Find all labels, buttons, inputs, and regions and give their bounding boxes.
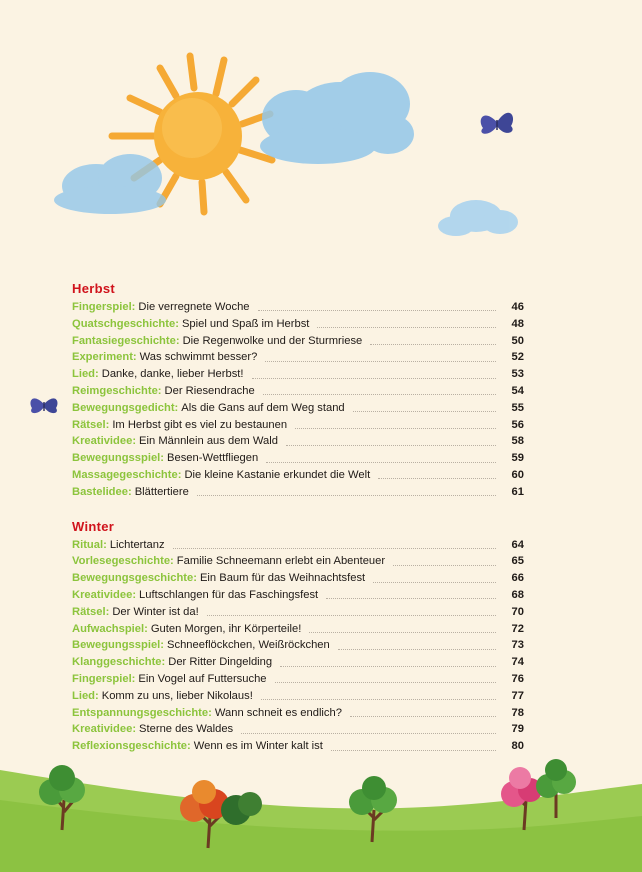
section-winter <box>72 518 524 755</box>
entry-page: 80 <box>511 740 524 753</box>
entry-page: 46 <box>511 301 524 313</box>
entry-title: Der Riesendrache <box>164 384 255 397</box>
entry-category: Bewegungsspiel: <box>72 639 165 652</box>
entry-page: 66 <box>511 572 524 585</box>
entry-page: 50 <box>511 334 524 347</box>
list-item[interactable] <box>72 349 524 366</box>
list-item[interactable] <box>72 671 524 688</box>
dot-leader <box>370 335 496 345</box>
entry-page: 65 <box>511 555 524 568</box>
list-item[interactable] <box>72 366 524 383</box>
dot-leader <box>317 318 496 328</box>
entry-page: 56 <box>511 418 524 431</box>
list-item[interactable] <box>72 299 524 316</box>
entry-title: Der Winter ist da! <box>112 605 199 618</box>
entry-page: 55 <box>511 401 524 414</box>
entry-category: Fingerspiel: <box>72 672 136 685</box>
entry-title: Komm zu uns, lieber Nikolaus! <box>101 689 253 702</box>
entry-title: Im Herbst gibt es viel zu bestaunen <box>112 418 288 431</box>
dot-leader <box>261 690 496 700</box>
list-item[interactable] <box>72 705 524 722</box>
entry-category: Massagegeschichte: <box>72 468 182 481</box>
dot-leader <box>258 301 496 311</box>
entry-category: Lied: <box>72 689 99 702</box>
entry-title: Ein Männlein aus dem Wald <box>139 435 278 448</box>
list-item[interactable] <box>72 467 524 484</box>
entry-category: Kreatividee: <box>72 723 137 736</box>
entry-title: Danke, danke, lieber Herbst! <box>101 368 244 381</box>
entry-title: Wenn es im Winter kalt ist <box>193 740 323 753</box>
entry-category: Kreatividee: <box>72 588 137 601</box>
cloud-icon <box>54 154 166 214</box>
entry-category: Bewegungsgeschichte: <box>72 572 197 585</box>
entry-title: Wann schneit es endlich? <box>214 706 342 719</box>
entry-category: Bastelidee: <box>72 485 132 498</box>
entry-category: Bewegungsspiel: <box>72 452 165 465</box>
entry-page: 74 <box>511 656 524 669</box>
dot-leader <box>326 589 496 599</box>
dot-leader <box>265 352 496 362</box>
entry-title: Besen-Wettfliegen <box>167 452 259 465</box>
entry-category: Aufwachspiel: <box>72 622 148 635</box>
entry-category: Lied: <box>72 368 99 381</box>
entry-page: 77 <box>511 689 524 702</box>
entry-page: 53 <box>511 368 524 381</box>
list-item[interactable] <box>72 433 524 450</box>
entry-title: Blättertiere <box>134 485 189 498</box>
entry-category: Fantasiegeschichte: <box>72 334 180 347</box>
section-title: Herbst <box>72 281 115 296</box>
list-item[interactable] <box>72 570 524 587</box>
section-gap <box>72 501 524 518</box>
dot-leader <box>286 436 496 446</box>
entry-title: Was schwimmt besser? <box>139 351 258 364</box>
entry-page: 68 <box>511 588 524 601</box>
dot-leader <box>295 419 496 429</box>
list-item[interactable] <box>72 637 524 654</box>
entry-category: Bewegungsgedicht: <box>72 401 179 414</box>
entry-title: Schneeflöckchen, Weißröckchen <box>167 639 330 652</box>
entry-page: 73 <box>511 639 524 652</box>
entry-page: 52 <box>511 351 524 364</box>
entry-page: 70 <box>511 605 524 618</box>
entry-page: 76 <box>511 672 524 685</box>
entry-page: 72 <box>511 622 524 635</box>
list-item[interactable] <box>72 587 524 604</box>
entry-page: 59 <box>511 452 524 465</box>
dot-leader <box>280 657 496 667</box>
entry-category: Fingerspiel: <box>72 301 136 313</box>
table-of-contents <box>72 280 524 755</box>
entry-page: 60 <box>511 468 524 481</box>
cloud-icon <box>260 72 414 164</box>
list-item[interactable] <box>72 383 524 400</box>
list-item[interactable] <box>72 721 524 738</box>
entry-page: 64 <box>511 538 524 551</box>
entry-title: Luftschlangen für das Faschingsfest <box>139 588 319 601</box>
dot-leader <box>252 369 496 379</box>
entry-page: 54 <box>511 384 524 397</box>
list-item[interactable] <box>72 450 524 467</box>
dot-leader <box>350 707 496 717</box>
list-item[interactable] <box>72 621 524 638</box>
entry-title: Lichtertanz <box>109 538 165 551</box>
entry-page: 58 <box>511 435 524 448</box>
entry-category: Reflexionsgeschichte: <box>72 740 191 753</box>
entry-category: Vorlesegeschichte: <box>72 555 174 568</box>
dot-leader <box>331 741 496 751</box>
dot-leader <box>309 623 496 633</box>
entry-page: 78 <box>511 706 524 719</box>
list-item[interactable] <box>72 553 524 570</box>
butterfly-icon <box>481 113 513 134</box>
butterfly-icon <box>31 398 58 413</box>
list-item[interactable] <box>72 654 524 671</box>
dot-leader <box>338 640 496 650</box>
entry-title: Ein Baum für das Weihnachtsfest <box>199 572 366 585</box>
cloud-icon <box>438 200 518 236</box>
entry-category: Rätsel: <box>72 418 110 431</box>
list-item[interactable] <box>72 484 524 501</box>
entry-category: Kreatividee: <box>72 435 137 448</box>
dot-leader <box>275 673 496 683</box>
list-item[interactable] <box>72 537 524 554</box>
dot-leader <box>263 385 496 395</box>
entry-category: Reimgeschichte: <box>72 384 162 397</box>
entry-title: Die kleine Kastanie erkundet die Welt <box>184 468 371 481</box>
list-item[interactable] <box>72 688 524 705</box>
entry-page: 79 <box>511 723 524 736</box>
dot-leader <box>266 453 496 463</box>
section-title: Winter <box>72 518 115 534</box>
entry-title: Als die Gans auf dem Weg stand <box>181 401 345 414</box>
entry-page: 61 <box>511 485 524 498</box>
list-item[interactable] <box>72 333 524 350</box>
entry-category: Rätsel: <box>72 605 110 618</box>
entry-category: Experiment: <box>72 351 137 364</box>
dot-leader <box>241 724 496 734</box>
entry-page: 48 <box>511 317 524 330</box>
dot-leader <box>373 573 496 583</box>
dot-leader <box>207 606 496 616</box>
dot-leader <box>197 486 496 496</box>
entry-title: Der Ritter Dingelding <box>168 656 273 669</box>
list-item[interactable] <box>72 400 524 417</box>
entry-title: Spiel und Spaß im Herbst <box>181 317 310 330</box>
entry-title: Guten Morgen, ihr Körperteile! <box>150 622 302 635</box>
list-item[interactable] <box>72 738 524 755</box>
entry-category: Quatschgeschichte: <box>72 317 179 330</box>
entry-title: Ein Vogel auf Futtersuche <box>138 672 267 685</box>
entry-category: Klanggeschichte: <box>72 656 166 669</box>
entry-title: Familie Schneemann erlebt ein Abenteuer <box>176 555 386 568</box>
entry-title: Die Regenwolke und der Sturmriese <box>182 334 363 347</box>
dot-leader <box>393 556 496 566</box>
dot-leader <box>378 469 496 479</box>
list-item[interactable] <box>72 316 524 333</box>
dot-leader <box>353 402 496 412</box>
dot-leader <box>173 539 496 549</box>
section-herbst <box>72 280 524 501</box>
entry-title: Sterne des Waldes <box>139 723 234 736</box>
list-item[interactable] <box>72 417 524 434</box>
list-item[interactable] <box>72 604 524 621</box>
entry-title: Die verregnete Woche <box>138 301 250 313</box>
entry-category: Ritual: <box>72 538 107 551</box>
entry-category: Entspannungsgeschichte: <box>72 706 212 719</box>
